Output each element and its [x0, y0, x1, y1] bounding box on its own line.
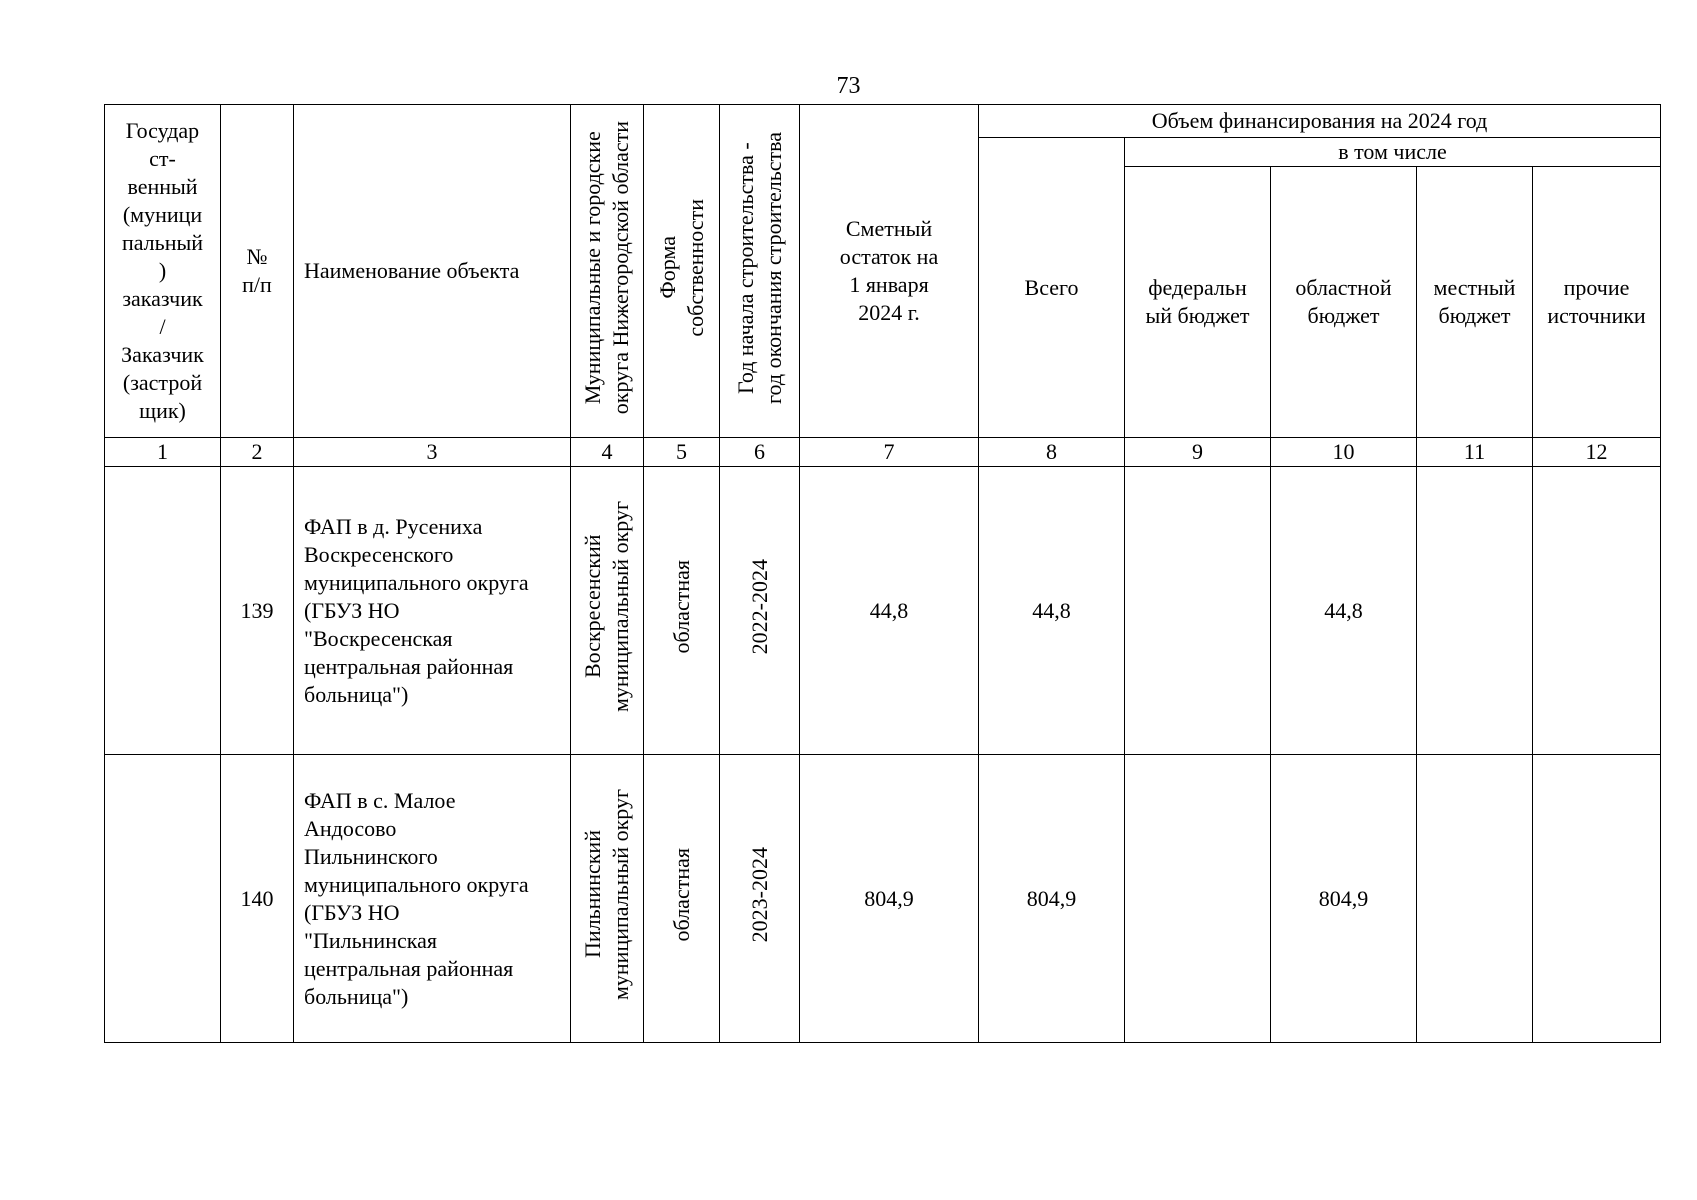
- cell-total: 44,8: [979, 467, 1125, 755]
- header-local: местный бюджет: [1417, 167, 1533, 438]
- column-number: 10: [1271, 438, 1417, 467]
- cell-customer: [105, 755, 221, 1043]
- cell-regional: 804,9: [1271, 755, 1417, 1043]
- cell-estimate: 44,8: [800, 467, 979, 755]
- column-number: 3: [294, 438, 571, 467]
- financing-table: [104, 104, 1661, 1043]
- column-number: 5: [644, 438, 720, 467]
- table-row: [105, 755, 1661, 1043]
- cell-estimate: 804,9: [800, 755, 979, 1043]
- cell-total: 804,9: [979, 755, 1125, 1043]
- cell-object-name: ФАП в с. Малое Андосово Пильнинского муниципального округа (ГБУЗ НО "Пильнинская центральная районная больница"): [294, 755, 571, 1043]
- column-number: 4: [571, 438, 644, 467]
- cell-other: [1533, 467, 1661, 755]
- cell-district: Воскресенский муниципальный округ: [571, 467, 644, 755]
- cell-federal: [1125, 467, 1271, 755]
- column-number: 7: [800, 438, 979, 467]
- header-customer: Государ ст- венный (муници пальный ) заказчик / Заказчик (застрой щик): [105, 105, 221, 438]
- header-including: в том числе: [1125, 138, 1661, 167]
- cell-object-name: ФАП в д. Русениха Воскресенского муниципального округа (ГБУЗ НО "Воскресенская центральная районная больница"): [294, 467, 571, 755]
- header-years: Год начала строительства - год окончания строительства: [720, 105, 800, 438]
- column-number: 11: [1417, 438, 1533, 467]
- header-other: прочие источники: [1533, 167, 1661, 438]
- cell-federal: [1125, 755, 1271, 1043]
- cell-customer: [105, 467, 221, 755]
- column-number: 1: [105, 438, 221, 467]
- cell-years: 2022-2024: [720, 467, 800, 755]
- cell-years: 2023-2024: [720, 755, 800, 1043]
- page-number: 73: [836, 73, 861, 99]
- header-number: № п/п: [221, 105, 294, 438]
- header-funding-group: Объем финансирования на 2024 год: [979, 105, 1661, 138]
- cell-local: [1417, 467, 1533, 755]
- column-number: 8: [979, 438, 1125, 467]
- header-regional: областной бюджет: [1271, 167, 1417, 438]
- header-total: Всего: [979, 138, 1125, 438]
- column-number: 12: [1533, 438, 1661, 467]
- header-ownership: Форма собственности: [644, 105, 720, 438]
- cell-other: [1533, 755, 1661, 1043]
- cell-number: 140: [221, 755, 294, 1043]
- header-federal: федеральн ый бюджет: [1125, 167, 1271, 438]
- header-estimate: Сметный остаток на 1 января 2024 г.: [800, 105, 979, 438]
- column-number: 6: [720, 438, 800, 467]
- cell-district: Пильнинский муниципальный округ: [571, 755, 644, 1043]
- cell-ownership: областная: [644, 467, 720, 755]
- header-district: Муниципальные и городские округа Нижегородской области: [571, 105, 644, 438]
- cell-ownership: областная: [644, 755, 720, 1043]
- cell-regional: 44,8: [1271, 467, 1417, 755]
- column-number: 2: [221, 438, 294, 467]
- header-object-name: Наименование объекта: [294, 105, 571, 438]
- column-number: 9: [1125, 438, 1271, 467]
- cell-local: [1417, 755, 1533, 1043]
- cell-number: 139: [221, 467, 294, 755]
- table-row: [105, 467, 1661, 755]
- column-number-row: [105, 438, 1661, 467]
